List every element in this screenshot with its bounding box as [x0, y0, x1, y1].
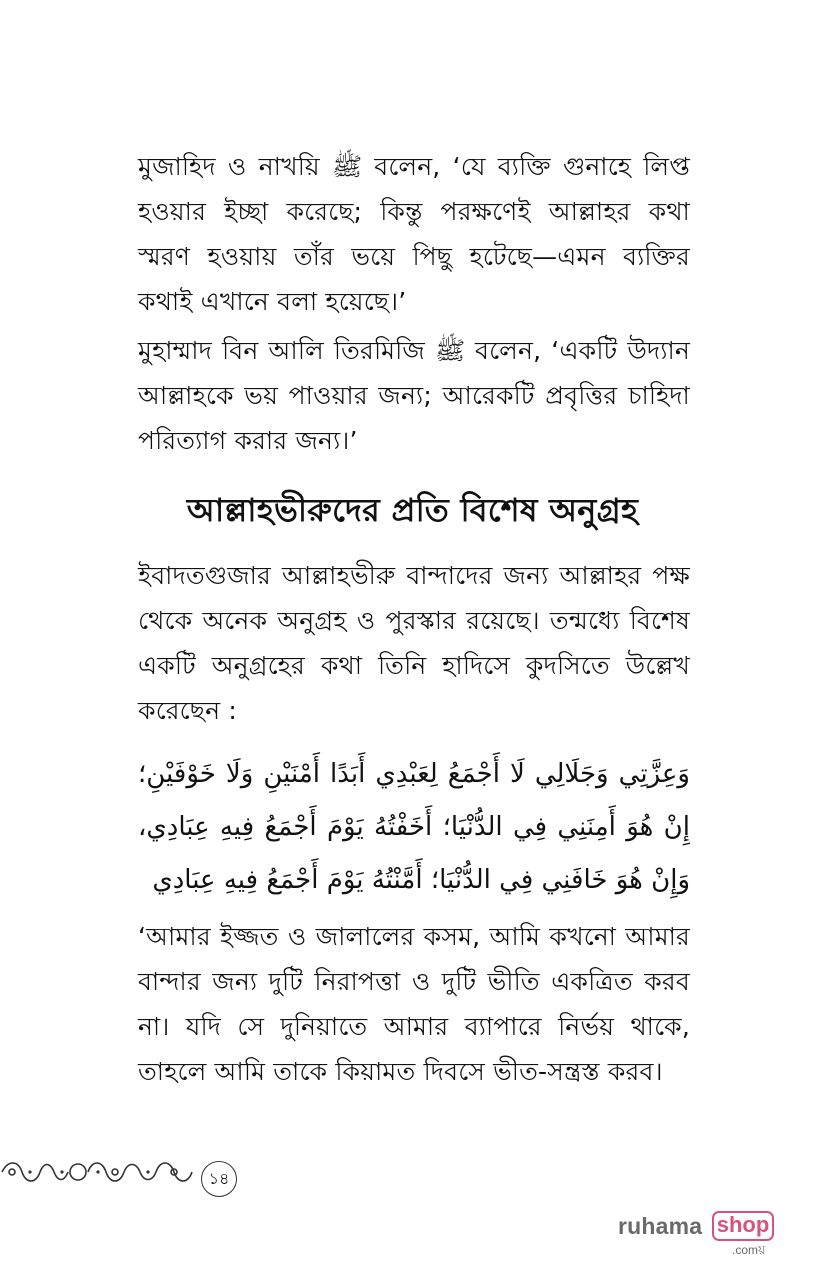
logo-brand-box: shop — [712, 1211, 774, 1241]
page-number: ১৪ — [201, 1161, 237, 1197]
section-heading: আল্লাহভীরুদের প্রতি বিশেষ অনুগ্রহ — [186, 491, 639, 529]
arabic-hadith-text: وَعِزَّتِي وَجَلَالِي لَا أَجْمَعُ لِعَبْدِي أَبَدًا أَمْنَيْنِ وَلَا خَوْفَيْنِ؛ إِنْ هُوَ أَمِنَنِي فِي الدُّنْيَا؛ أَخَفْتُهُ يَوْمَ أَجْمَعُ فِيهِ عِبَادِي، وَإِنْ هُوَ خَافَنِي فِي الدُّنْيَا؛ أَمَّنْتُهُ يَوْمَ أَجْمَعُ فِيهِ عِبَادِي — [138, 759, 690, 895]
paragraph-intro-hadith: ইবাদতগুজার আল্লাহভীরু বান্দাদের জন্য আল্লাহর পক্ষ থেকে অনেক অনুগ্রহ ও পুরস্কার রয়েছে। তন্মধ্যে বিশেষ একটি অনুগ্রহের কথা তিনি হাদিসে কুদসিতে উল্লেখ করেছেন : — [138, 561, 690, 725]
paragraph-tirmidhi-quote: মুহাম্মাদ বিন আলি তিরমিজি ﷺ বলেন, ‘একটি উদ্যান আল্লাহকে ভয় পাওয়ার জন্য; আরেকটি প্রবৃত্তির চাহিদা পরিত্যাগ করার জন্য।’ — [138, 336, 691, 455]
logo-brand-domain: .comয় — [732, 1243, 766, 1257]
logo-brand-text: ruhama — [618, 1213, 703, 1239]
paragraph-hadith-translation: ‘আমার ইজ্জত ও জালালের কসম, আমি কখনো আমার বান্দার জন্য দুটি নিরাপত্তা ও দুটি ভীতি একত্রিত করব না। যদি সে দুনিয়াতে আমার ব্যাপারে নির্ভয় থাকে, তাহলে আমি তাকে কিয়ামত দিবসে ভীত-সন্ত্রস্ত করব। — [138, 922, 690, 1086]
paragraph-mujahid-quote: মুজাহিদ ও নাখয়ি ﷺ বলেন, ‘যে ব্যক্তি গুনাহে লিপ্ত হওয়ার ইচ্ছা করেছে; কিন্তু পরক্ষণেই আল্লাহর কথা স্মরণ হওয়ায় তাঁর ভয়ে পিছু হটেছে—এমন ব্যক্তির কথাই এখানে বলা হয়েছে।’ — [138, 152, 690, 316]
ruhamashop-logo — [618, 1211, 778, 1259]
decorative-border-icon — [0, 1156, 196, 1188]
